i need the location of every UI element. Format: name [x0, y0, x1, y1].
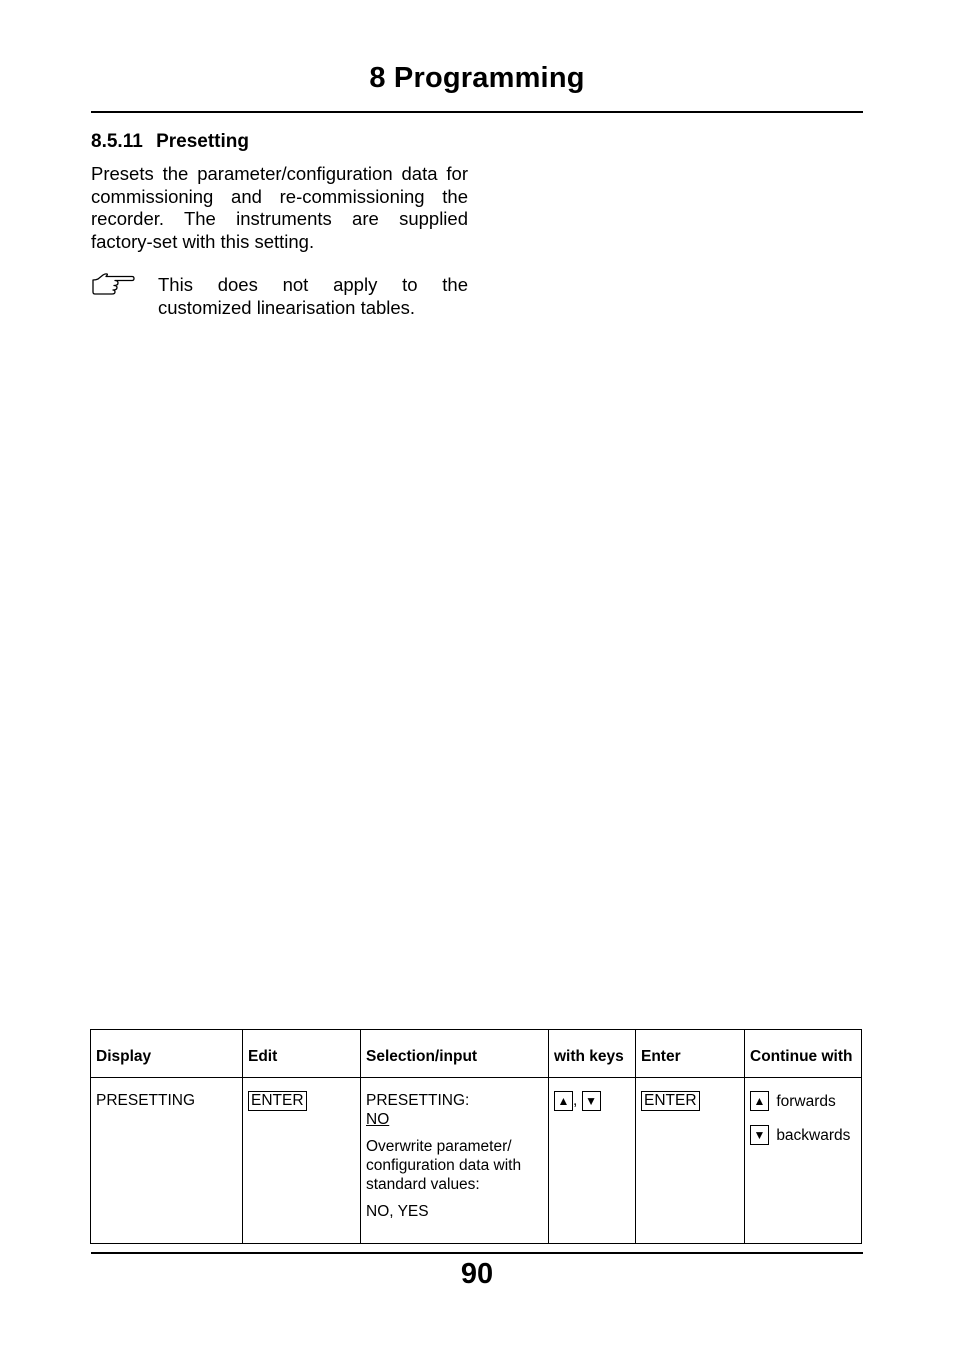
selection-default — [366, 1110, 543, 1129]
table-row — [91, 1078, 862, 1244]
display-value: PRESETTING — [96, 1092, 196, 1109]
header-edit: Edit — [243, 1030, 361, 1078]
pointing-hand-icon — [91, 273, 135, 297]
cell-edit — [243, 1078, 361, 1244]
chapter-title: 8 Programming — [369, 62, 585, 94]
header-enter: Enter — [636, 1030, 745, 1078]
cell-display — [91, 1078, 243, 1244]
page-number: 90 — [460, 1258, 494, 1290]
forwards-label: forwards — [776, 1092, 836, 1110]
cell-enter — [636, 1078, 745, 1244]
header-display: Display — [91, 1030, 243, 1078]
selection-options: NO, YES — [366, 1203, 429, 1220]
down-arrow-key-icon: ▼ — [582, 1091, 601, 1111]
continue-backwards — [750, 1125, 856, 1150]
up-arrow-key-icon: ▲ — [750, 1091, 769, 1111]
header-continue: Continue with — [745, 1030, 862, 1078]
cell-continue — [745, 1078, 862, 1244]
up-arrow-key-icon: ▲ — [554, 1091, 573, 1111]
note-text: This does not apply to the customized linearisation tables. — [158, 274, 468, 318]
header-keys: with keys — [549, 1030, 636, 1078]
cell-selection — [361, 1078, 549, 1244]
table-header-row — [91, 1030, 862, 1078]
keys-separator: , — [573, 1092, 578, 1110]
header-selection: Selection/input — [361, 1030, 549, 1078]
body-paragraph: Presets the parameter/configuration data for commissioning and re-commissioning the recorder. The instruments are supplied factory-set with this setting. — [91, 163, 468, 252]
section-number: 8.5.11 — [91, 131, 143, 152]
section-heading — [91, 131, 249, 153]
backwards-label: backwards — [776, 1126, 851, 1144]
selection-description: Overwrite parameter/ configuration data with standard values: — [366, 1138, 522, 1193]
selection-default-value: NO — [366, 1111, 390, 1128]
header-rule — [91, 111, 863, 113]
enter-key-label: ENTER — [641, 1091, 700, 1111]
continue-forwards — [750, 1091, 856, 1116]
programming-table — [90, 1029, 862, 1244]
section-title: Presetting — [156, 131, 249, 152]
cell-keys — [549, 1078, 636, 1244]
enter-key-label: ENTER — [248, 1091, 307, 1111]
down-arrow-key-icon: ▼ — [750, 1125, 769, 1145]
footer-rule — [91, 1252, 863, 1254]
selection-label: PRESETTING: — [366, 1092, 470, 1109]
